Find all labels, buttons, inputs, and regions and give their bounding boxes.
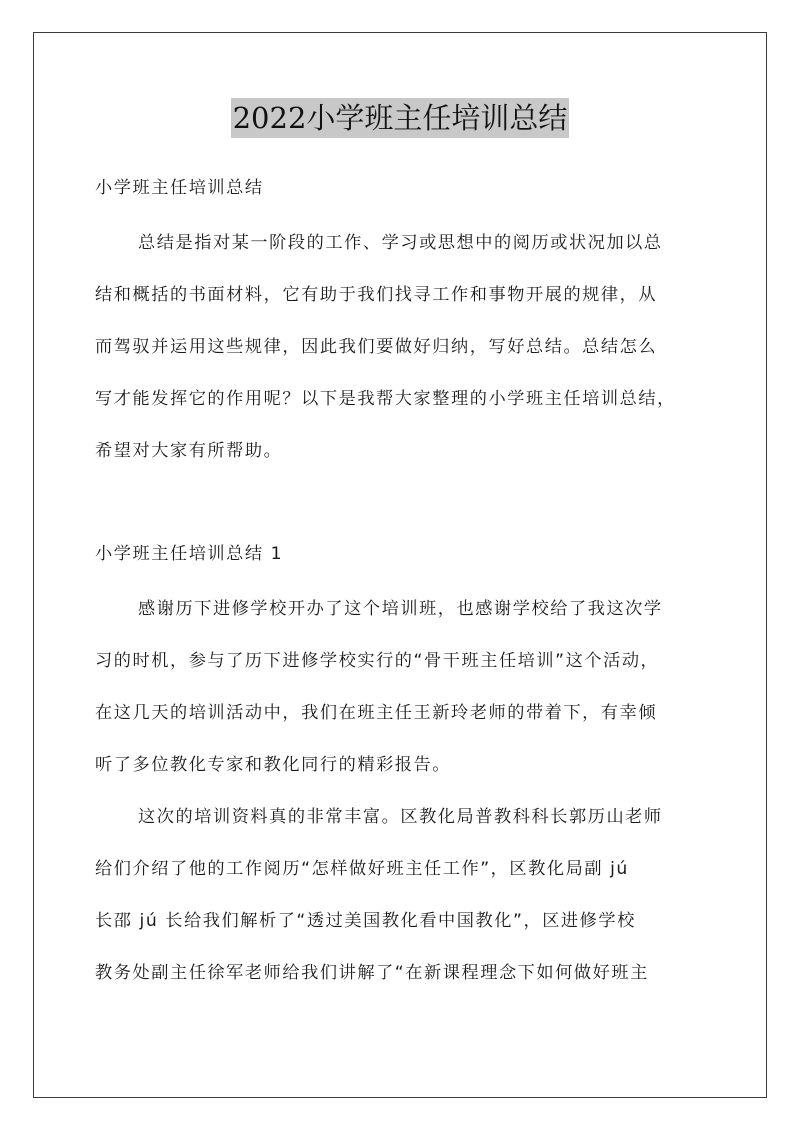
intro-line: 而驾驭并运用这些规律，因此我们要做好归纳，写好总结。总结怎么 [95,337,658,357]
paragraph-line: 感谢历下进修学校开办了这个培训班，也感谢学校给了我这次学 [138,599,663,619]
paragraph-line: 在这几天的培训活动中，我们在班主任王新玲老师的带着下，有幸倾 [95,703,658,723]
paragraph-line: 教务处副主任徐军老师给我们讲解了“在新课程理念下如何做好班主 [95,963,649,983]
paragraph-line: 听了多位教化专家和教化同行的精彩报告。 [95,755,452,775]
intro-line: 总结是指对某一阶段的工作、学习或思想中的阅历或状况加以总 [138,233,663,253]
paragraph-line: 这次的培训资料真的非常丰富。区教化局普教科科长郭历山老师 [138,807,663,827]
paragraph-line: 习的时机，参与了历下进修学校实行的“骨干班主任培训”这个活动， [95,651,660,671]
paragraph-line: 长邵 jú 长给我们解析了“透过美国教化看中国教化”，区进修学校 [95,911,636,931]
paragraph-line: 给们介绍了他的工作阅历“怎样做好班主任工作”，区教化局副 jú [95,859,629,879]
intro-line: 写才能发挥它的作用呢？以下是我帮大家整理的小学班主任培训总结， [95,389,676,409]
document-subtitle: 小学班主任培训总结 [95,178,264,198]
intro-line: 希望对大家有所帮助。 [95,441,283,461]
title-container [0,98,800,138]
document-title: 2022小学班主任培训总结 [231,98,570,138]
intro-line: 结和概括的书面材料，它有助于我们找寻工作和事物开展的规律，从 [95,285,658,305]
section-heading: 小学班主任培训总结 1 [95,544,284,564]
